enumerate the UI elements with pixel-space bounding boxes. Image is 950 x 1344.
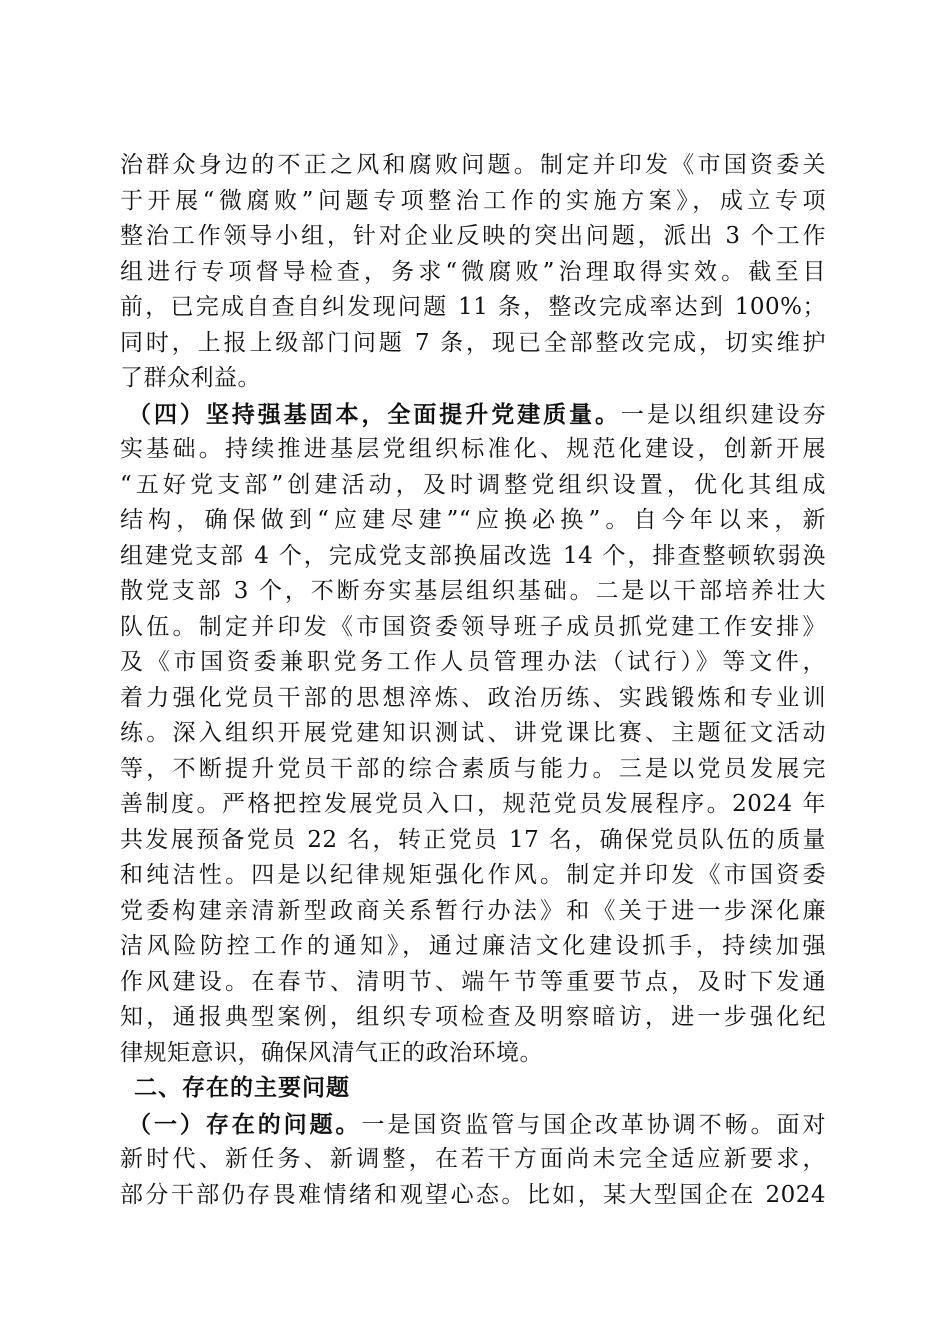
text-line: 等，不断提升党员干部的综合素质与能力。三是以党员发展完	[120, 755, 826, 782]
text-line: 实基础。持续推进基层党组织标准化、规范化建设，创新开展	[120, 436, 826, 462]
text-line: 前，已完成自查自纠发现问题 11 条，整改完成率达到 100%；	[120, 294, 826, 320]
text-line: 于开展“微腐败”问题专项整治工作的实施方案》，成立专项	[120, 187, 826, 214]
paragraph-lead-text: 一是以组织建设夯	[620, 401, 827, 428]
text-line: 洁风险防控工作的通知》，通过廉洁文化建设抓手，持续加强	[120, 933, 826, 959]
text-line: 组建党支部 4 个，完成党支部换届改选 14 个，排查整顿软弱涣	[120, 542, 826, 569]
text-line: 知，通报典型案例，组织专项检查及明察暗访，进一步强化纪	[120, 1004, 826, 1030]
text-line: “五好党支部”创建活动，及时调整党组织设置，优化其组成	[120, 471, 826, 498]
text-line: 着力强化党员干部的思想淬炼、政治历练、实践锻炼和专业训	[120, 684, 826, 711]
text-line-first	[120, 1107, 826, 1143]
text-line: 新时代、新任务、新调整，在若干方面尚未完全适应新要求，	[120, 1146, 826, 1172]
section-heading: 二、存在的主要问题	[134, 1075, 350, 1101]
text-line: 和纯洁性。四是以纪律规矩强化作风。制定并印发《市国资委	[120, 862, 826, 888]
paragraph-2	[120, 397, 826, 1072]
text-line: 作风建设。在春节、清明节、端午节等重要节点，及时下发通	[120, 968, 826, 995]
paragraph-lead-heading: （一）存在的问题。	[128, 1110, 362, 1138]
paragraph-3	[120, 1107, 826, 1214]
text-line: 组进行专项督导检查，务求“微腐败”治理取得实效。截至目	[120, 258, 826, 285]
text-line: 队伍。制定并印发《市国资委领导班子成员抓党建工作安排》	[120, 613, 826, 640]
text-line: 治群众身边的不正之风和腐败问题。制定并印发《市国资委关	[120, 152, 826, 178]
text-line: 及《市国资委兼职党务工作人员管理办法（试行）》等文件，	[120, 649, 826, 675]
text-line-first	[120, 397, 826, 433]
text-line: 练。深入组织开展党建知识测试、讲党课比赛、主题征文活动	[120, 720, 826, 746]
text-line: 共发展预备党员 22 名，转正党员 17 名，确保党员队伍的质量	[120, 826, 826, 853]
paragraph-1	[120, 148, 826, 397]
text-line: 散党支部 3 个，不断夯实基层组织基础。二是以干部培养壮大	[120, 578, 826, 604]
text-line: 整治工作领导小组，针对企业反映的突出问题，派出 3 个工作	[120, 223, 826, 249]
text-line: 同时，上报上级部门问题 7 条，现已全部整改完成，切实维护	[120, 329, 826, 356]
paragraph-lead-heading: （四）坚持强基固本，全面提升党建质量。	[128, 400, 621, 428]
text-line: 律规矩意识，确保风清气正的政治环境。	[120, 1039, 543, 1066]
document-body	[120, 148, 826, 1213]
paragraph-lead-text: 一是国资监管与国企改革协调不畅。面对	[361, 1111, 827, 1138]
text-line: 结构，确保做到“应建尽建”“应换必换”。自今年以来，新	[120, 507, 826, 533]
text-line: 善制度。严格把控发展党员入口，规范党员发展程序。2024 年	[120, 791, 826, 817]
text-line: 了群众利益。	[120, 365, 261, 391]
text-line: 党委构建亲清新型政商关系暂行办法》和《关于进一步深化廉	[120, 897, 826, 924]
text-line: 部分干部仍存畏难情绪和观望心态。比如，某大型国企在 2024	[120, 1181, 826, 1208]
